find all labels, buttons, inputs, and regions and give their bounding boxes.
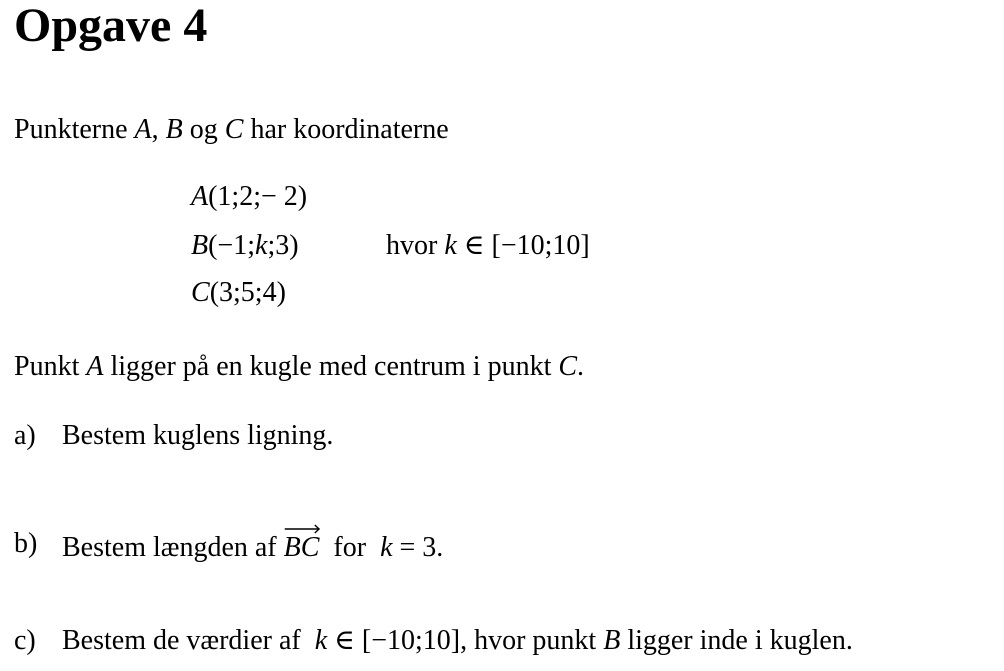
question-c-text-middle: hvor punkt <box>474 625 604 656</box>
question-b-k: k <box>380 532 393 563</box>
question-b-label: b) <box>14 528 38 559</box>
question-c-interval: ∈ [−10;10], <box>327 625 475 656</box>
point-a-label: A <box>134 114 152 145</box>
intro-paragraph <box>14 113 449 147</box>
page-title: Opgave 4 <box>14 0 208 52</box>
coordinate-c-values: (3;5;4) <box>209 277 286 308</box>
separator: , <box>151 114 166 145</box>
question-b-text <box>62 527 443 565</box>
sphere-point-c: C <box>558 351 578 382</box>
question-a-text: Bestem kuglens ligning. <box>62 420 334 451</box>
coordinate-a-values: (1;2;− 2) <box>208 181 308 212</box>
point-b-label: B <box>165 114 183 145</box>
question-c-text-end: ligger inde i kuglen. <box>620 625 853 656</box>
condition-hvor: hvor <box>386 230 445 261</box>
coordinate-a-name: A <box>191 181 209 212</box>
coordinate-b-k: k <box>255 230 268 261</box>
condition-k: k <box>444 230 457 261</box>
coordinate-b <box>191 229 299 263</box>
sphere-statement <box>14 350 584 384</box>
question-b-for: for <box>319 532 381 563</box>
k-condition <box>386 229 590 263</box>
question-c-point-b: B <box>603 625 621 656</box>
question-a-label: a) <box>14 420 36 451</box>
conjunction: og <box>182 114 225 145</box>
sphere-point-a: A <box>86 351 104 382</box>
question-c-k: k <box>314 625 328 656</box>
coordinate-a <box>191 180 307 214</box>
sphere-text-middle: ligger på en kugle med centrum i punkt <box>103 351 559 382</box>
question-b-text-start: Bestem længden af <box>62 532 284 563</box>
coordinate-c-name: C <box>191 277 210 308</box>
coordinate-c <box>191 276 286 310</box>
vector-bc-label: BC <box>283 532 320 563</box>
vector-bc <box>284 527 320 565</box>
point-c-label: C <box>224 114 244 145</box>
question-c-text <box>62 624 853 658</box>
coordinate-b-values-end: ;3) <box>267 230 299 261</box>
question-c-label: c) <box>14 625 36 656</box>
vector-arrow-icon <box>284 524 320 534</box>
question-c-text-start: Bestem de værdier af <box>62 625 315 656</box>
intro-text-end: har koordinaterne <box>243 114 449 145</box>
intro-text: Punkterne <box>14 114 135 145</box>
condition-interval: ∈ [−10;10] <box>456 230 590 261</box>
sphere-text-start: Punkt <box>14 351 87 382</box>
coordinate-b-name: B <box>191 230 209 261</box>
coordinate-b-values-start: (−1; <box>208 230 256 261</box>
sphere-text-end: . <box>577 351 585 382</box>
question-b-equals: = 3. <box>392 532 444 563</box>
